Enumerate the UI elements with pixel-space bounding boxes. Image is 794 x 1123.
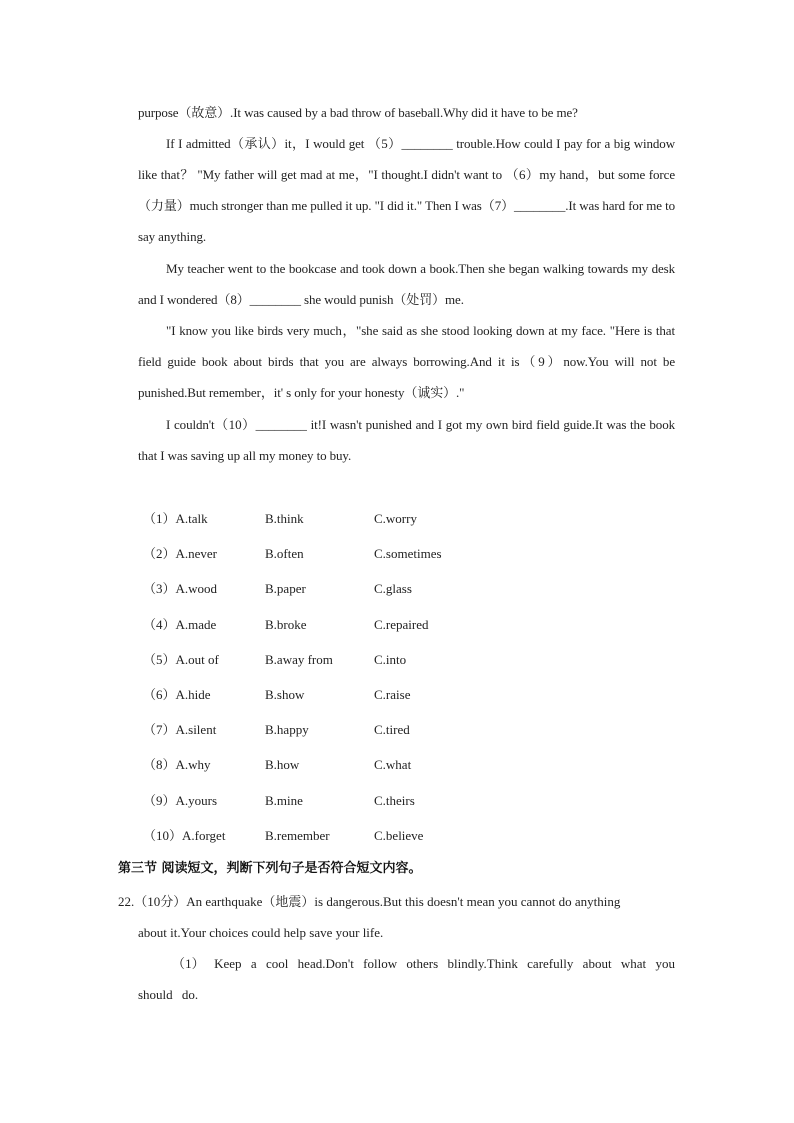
option-row	[143, 573, 543, 608]
option-b: B.paper	[265, 581, 306, 597]
option-row	[143, 785, 543, 820]
option-b: B.away from	[265, 651, 333, 667]
passage-paragraph-4	[138, 315, 675, 408]
option-row	[143, 679, 543, 714]
option-a: （6）A.hide	[143, 686, 211, 702]
question-22	[118, 886, 675, 1010]
option-row	[143, 749, 543, 784]
option-a: （3）A.wood	[143, 581, 218, 597]
option-b: B.often	[265, 546, 304, 562]
option-b: B.mine	[265, 792, 303, 808]
option-a: （9）A.yours	[143, 792, 218, 808]
option-row	[143, 820, 543, 855]
option-c: C.worry	[374, 511, 417, 526]
option-row	[143, 714, 543, 749]
option-c: C.repaired	[374, 616, 429, 632]
option-b: B.remember	[265, 827, 330, 843]
option-c: C.tired	[374, 722, 410, 738]
option-c: C.theirs	[374, 792, 415, 808]
passage-paragraph-5	[138, 409, 675, 471]
option-row	[143, 644, 543, 679]
question-item-1: （1） Keep a cool head.Don't follow others blindly.Think carefully about what you should do.	[138, 956, 675, 1002]
option-row	[143, 538, 543, 573]
option-a: （1）A.talk	[143, 511, 208, 526]
option-c: C.believe	[374, 827, 424, 843]
option-a: （10）A.forget	[143, 827, 226, 843]
passage-text: I couldn't（10）________ it!I wasn't punished and I got my own bird field guide.It was the book that I was saving up all my money to buy.	[138, 417, 675, 463]
option-c: C.into	[374, 651, 407, 667]
question-intro-line-1: 22.（10分）An earthquake（地震）is dangerous.But this doesn't mean you cannot do anything	[118, 894, 621, 909]
option-b: B.broke	[265, 616, 307, 632]
option-a: （7）A.silent	[143, 722, 217, 738]
passage-text: purpose（故意）.It was caused by a bad throw of baseball.Why did it have to be me?	[138, 105, 578, 120]
option-row	[143, 609, 543, 644]
answer-options-list	[143, 503, 543, 855]
passage-paragraph-1	[138, 97, 675, 128]
question-intro-line-2: about it.Your choices could help save your life.	[138, 925, 384, 940]
passage-paragraph-3	[138, 253, 675, 315]
option-b: B.happy	[265, 722, 309, 738]
passage-text: If I admitted（承认）it，I would get （5）________ trouble.How could I pay for a big window like that？ "My father will get mad at me，"I thought.I didn't want to （6）my hand，but some force（力量）much stronger than me pulled it up. "I did it." Then I was（7）________.It was hard for me to say anything.	[138, 136, 675, 244]
option-b: B.show	[265, 686, 305, 702]
passage-text: My teacher went to the bookcase and took down a book.Then she began walking towards my desk and I wondered（8）________ she would punish（处罚）me.	[138, 261, 675, 307]
option-a: （5）A.out of	[143, 651, 219, 667]
option-c: C.raise	[374, 686, 411, 702]
section-heading: 第三节 阅读短文，判断下列句子是否符合短文内容。	[118, 861, 422, 876]
option-b: B.think	[265, 511, 304, 526]
option-b: B.how	[265, 757, 300, 773]
option-c: C.glass	[374, 581, 412, 597]
passage-text: "I know you like birds very much，"she said as she stood looking down at my face. "Here is that field guide book about birds that you are always borrowing.And it is（9）now.You will not be punished.But remember，it' s only for your honesty（诚实）."	[138, 323, 675, 400]
option-row	[143, 503, 543, 538]
passage-paragraph-2	[138, 128, 675, 252]
option-c: C.what	[374, 757, 412, 773]
option-c: C.sometimes	[374, 546, 442, 562]
option-a: （2）A.never	[143, 546, 218, 562]
option-a: （4）A.made	[143, 616, 217, 632]
option-a: （8）A.why	[143, 757, 211, 773]
